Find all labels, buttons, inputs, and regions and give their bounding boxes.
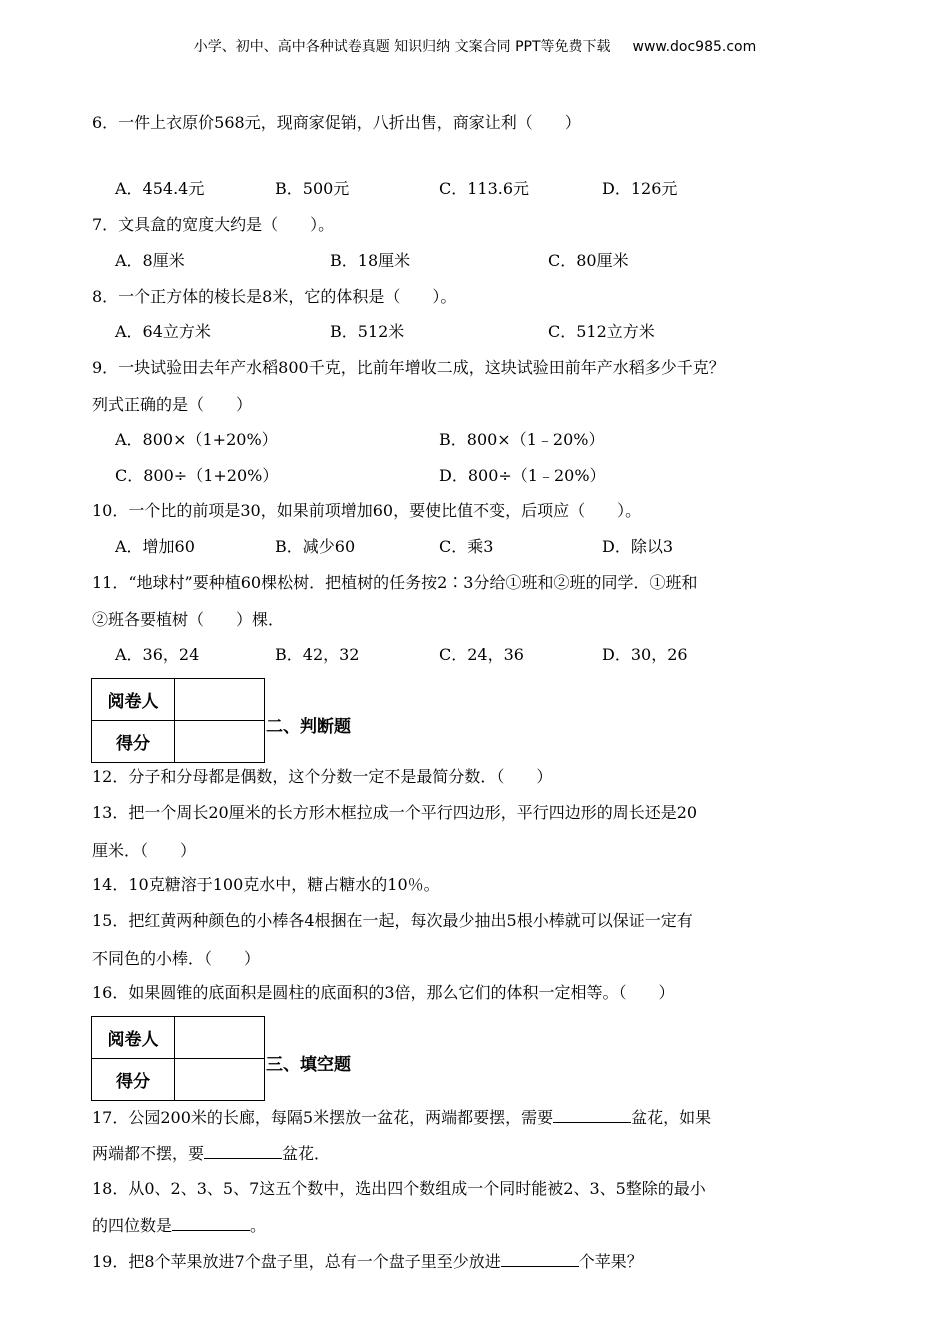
score-table-section-2 — [91, 678, 265, 763]
q9-option-d: D．800÷（1﹣20%） — [439, 466, 606, 485]
q17-blank-1[interactable] — [553, 1106, 631, 1123]
q17-text-1: 17．公园200米的长廊，每隔5米摆放一盆花，两端都要摆，需要 — [92, 1108, 554, 1127]
q9-option-c: C．800÷（1+20%） — [115, 466, 279, 485]
question-8-stem: 8．一个正方体的棱长是8米，它的体积是（ ）。 — [92, 287, 457, 306]
header-text: 小学、初中、高中各种试卷真题 知识归纳 文案合同 PPT等免费下载 — [193, 39, 611, 55]
question-17-line2 — [92, 1142, 330, 1165]
reviewer-cell[interactable] — [175, 1017, 265, 1059]
q11-option-c: C．24，36 — [439, 645, 524, 664]
q9-option-b: B．800×（1﹣20%） — [439, 430, 605, 449]
q7-option-a: A．8厘米 — [115, 251, 185, 270]
reviewer-label: 阅卷人 — [92, 1017, 175, 1059]
q11-option-a: A．36，24 — [115, 645, 200, 664]
page-header — [0, 36, 950, 56]
q17-text-4: 盆花． — [282, 1144, 331, 1163]
q18-blank[interactable] — [172, 1214, 250, 1231]
question-19-line1 — [92, 1250, 643, 1273]
q11-option-b: B．42，32 — [275, 645, 360, 664]
score-cell[interactable] — [175, 721, 265, 763]
question-11-stem-line1: 11．“地球村”要种植60棵松树．把植树的任务按2∶3分给①班和②班的同学．①班和 — [92, 573, 698, 592]
reviewer-label: 阅卷人 — [92, 679, 175, 721]
question-18-line2 — [92, 1214, 266, 1237]
q6-option-a: A．454.4元 — [115, 179, 205, 198]
q6-option-b: B．500元 — [275, 179, 350, 198]
section-3-title: 三、填空题 — [266, 1055, 351, 1075]
q6-option-d: D．126元 — [602, 179, 678, 198]
q17-text-3: 两端都不摆，要 — [92, 1144, 205, 1163]
q10-option-a: A．增加60 — [115, 537, 195, 556]
q7-option-b: B．18厘米 — [330, 251, 411, 270]
q10-option-b: B．减少60 — [275, 537, 356, 556]
q19-text-2: 个苹果？ — [578, 1252, 643, 1271]
q8-option-b: B．512米 — [330, 322, 405, 341]
question-13-stem-line1: 13．把一个周长20厘米的长方形木框拉成一个平行四边形，平行四边形的周长还是20 — [92, 803, 698, 822]
score-cell[interactable] — [175, 1059, 265, 1101]
q18-text-3: 。 — [250, 1216, 267, 1235]
section-2-title: 二、判断题 — [266, 717, 351, 737]
q18-text-2: 的四位数是 — [92, 1216, 173, 1235]
q7-option-c: C．80厘米 — [548, 251, 629, 270]
reviewer-cell[interactable] — [175, 679, 265, 721]
question-9-stem-line2: 列式正确的是（ ） — [92, 395, 253, 414]
q8-option-a: A．64立方米 — [115, 322, 211, 341]
q17-blank-2[interactable] — [204, 1142, 282, 1159]
question-14-stem: 14．10克糖溶于100克水中，糖占糖水的10％。 — [92, 875, 440, 894]
header-site: www.doc985.com — [632, 39, 757, 55]
question-15-stem-line2: 不同色的小棒．（ ） — [92, 949, 261, 968]
score-table-section-3 — [91, 1016, 265, 1101]
question-17-line1 — [92, 1106, 711, 1129]
question-16-stem: 16．如果圆锥的底面积是圆柱的底面积的3倍，那么它们的体积一定相等。（ ） — [92, 983, 675, 1002]
q19-blank[interactable] — [501, 1250, 579, 1267]
score-label: 得分 — [92, 1059, 175, 1101]
question-11-stem-line2: ②班各要植树（ ）棵． — [92, 610, 285, 629]
question-13-stem-line2: 厘米．（ ） — [92, 841, 197, 860]
q8-option-c: C．512立方米 — [548, 322, 655, 341]
question-6-stem: 6．一件上衣原价568元，现商家促销，八折出售，商家让利（ ） — [92, 113, 581, 132]
q11-option-d: D．30，26 — [602, 645, 688, 664]
question-7-stem: 7．文具盒的宽度大约是（ ）。 — [92, 215, 335, 234]
score-label: 得分 — [92, 721, 175, 763]
q9-option-a: A．800×（1+20%） — [115, 430, 278, 449]
q10-option-c: C．乘3 — [439, 537, 494, 556]
question-12-stem: 12．分子和分母都是偶数，这个分数一定不是最简分数．（ ） — [92, 767, 553, 786]
question-10-stem: 10．一个比的前项是30，如果前项增加60，要使比值不变，后项应（ ）。 — [92, 501, 642, 520]
question-9-stem-line1: 9．一块试验田去年产水稻800千克，比前年增收二成，这块试验田前年产水稻多少千克？ — [92, 358, 725, 377]
q6-option-c: C．113.6元 — [439, 179, 530, 198]
q17-text-2: 盆花，如果 — [631, 1108, 712, 1127]
q10-option-d: D．除以3 — [602, 537, 674, 556]
q19-text-1: 19．把8个苹果放进7个盘子里，总有一个盘子里至少放进 — [92, 1252, 501, 1271]
question-18-line1: 18．从0、2、3、5、7这五个数中，选出四个数组成一个同时能被2、3、5整除的最小 — [92, 1179, 706, 1198]
question-15-stem-line1: 15．把红黄两种颜色的小棒各4根捆在一起，每次最少抽出5根小棒就可以保证一定有 — [92, 911, 693, 930]
